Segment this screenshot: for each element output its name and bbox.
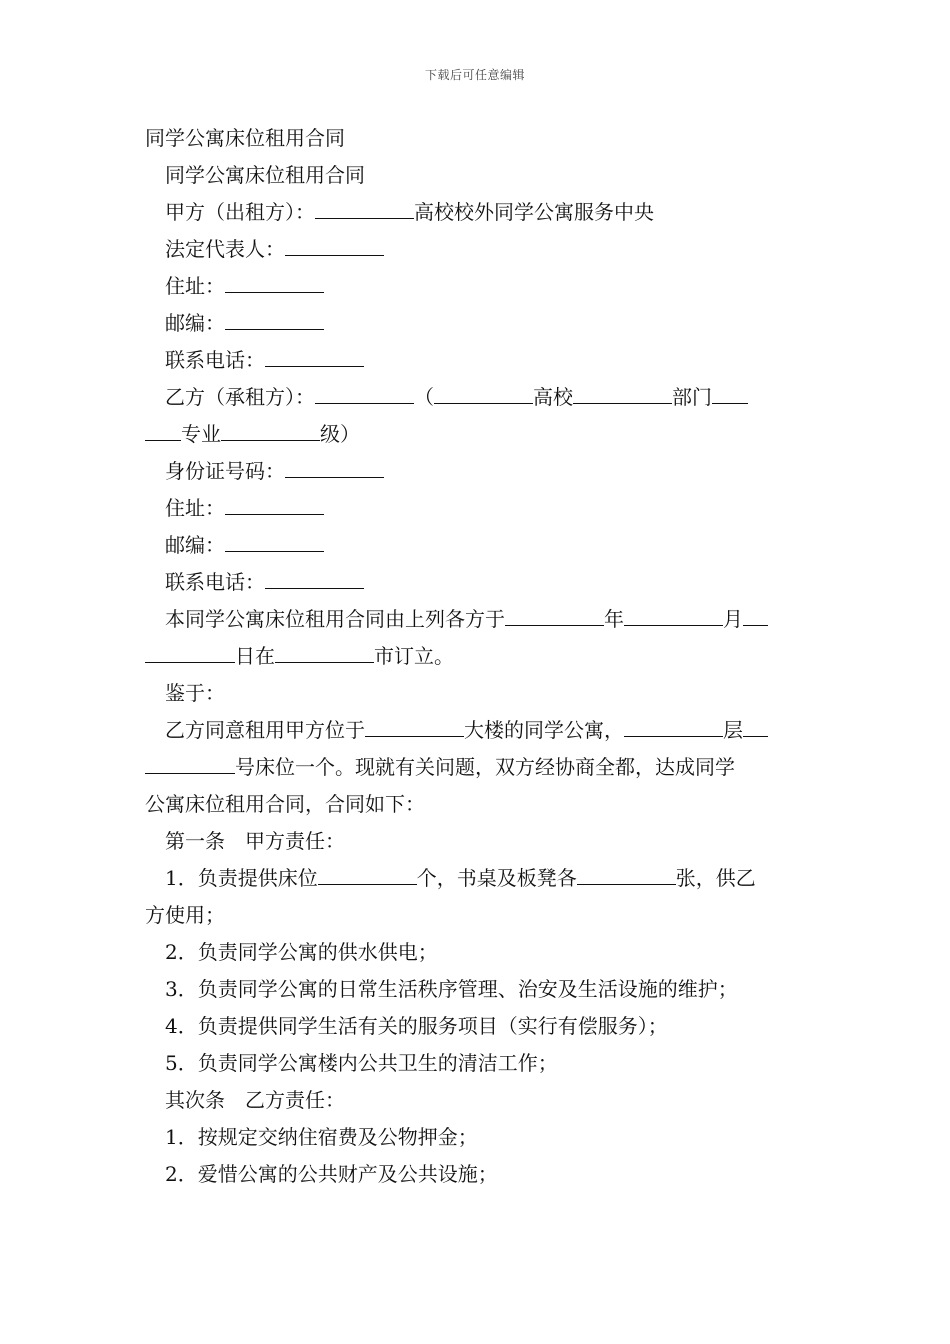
signing-line xyxy=(145,601,810,638)
blank-field xyxy=(265,344,364,367)
item1-prefix: 1．负责提供床位 xyxy=(165,866,318,890)
blank-field xyxy=(225,270,324,293)
article1-item1-cont: 方使用； xyxy=(145,903,225,927)
signing-line-cont xyxy=(145,638,810,675)
blank-field xyxy=(265,566,364,589)
blank-field xyxy=(145,751,235,774)
legal-rep-line xyxy=(145,231,810,268)
blank-field xyxy=(145,640,235,663)
agree-line xyxy=(145,712,810,749)
agree-line-cont xyxy=(145,749,810,786)
major-text: 专业 xyxy=(181,422,221,446)
blank-field xyxy=(505,603,604,626)
item1-end: 张，供乙 xyxy=(675,866,756,890)
blank-field xyxy=(285,233,384,256)
year-text: 年 xyxy=(604,607,624,631)
paren-open: （ xyxy=(414,385,434,409)
blank-field xyxy=(573,381,672,404)
dept-text: 部门 xyxy=(672,385,712,409)
blank-field xyxy=(577,862,676,885)
id-number-line xyxy=(145,453,810,490)
article2-title: 乙方责任： xyxy=(245,1088,345,1112)
party-b-phone-line xyxy=(145,564,810,601)
blank-field xyxy=(743,714,768,737)
party-b-line-cont xyxy=(145,416,810,453)
blank-field xyxy=(145,418,181,441)
article1-item1 xyxy=(145,860,810,897)
party-b-label: 乙方（承租方）： xyxy=(165,385,315,409)
contract-document xyxy=(145,120,810,1193)
legal-rep-label: 法定代表人： xyxy=(165,237,285,261)
article1-number: 第一条 xyxy=(165,829,225,853)
article2-item2: 2．爱惜公寓的公共财产及公共设施； xyxy=(165,1162,498,1186)
article2-item1: 1．按规定交纳住宿费及公物押金； xyxy=(165,1125,478,1149)
bed-text: 号床位一个。现就有关问题，双方经协商全都，达成同学 xyxy=(235,755,735,779)
party-a-line xyxy=(145,194,810,231)
blank-field xyxy=(225,307,324,330)
postcode-label: 邮编： xyxy=(165,533,225,557)
blank-field xyxy=(624,714,723,737)
day-text: 日在 xyxy=(235,644,275,668)
agree-prefix: 乙方同意租用甲方位于 xyxy=(165,718,365,742)
address-label: 住址： xyxy=(165,496,225,520)
article1-heading xyxy=(145,823,810,860)
blank-field xyxy=(315,381,414,404)
grade-text: 级） xyxy=(320,422,360,446)
agree-line-end: 公寓床位租用合同，合同如下： xyxy=(145,792,425,816)
blank-field xyxy=(225,492,324,515)
blank-field xyxy=(221,418,320,441)
floor-text: 层 xyxy=(723,718,743,742)
blank-field xyxy=(743,603,768,626)
article1-title: 甲方责任： xyxy=(245,829,345,853)
phone-label: 联系电话： xyxy=(165,348,265,372)
postcode-label: 邮编： xyxy=(165,311,225,335)
blank-field xyxy=(285,455,384,478)
article1-item3: 3．负责同学公寓的日常生活秩序管理、治安及生活设施的维护； xyxy=(165,977,738,1001)
party-b-line xyxy=(145,379,810,416)
city-text: 市订立。 xyxy=(374,644,454,668)
month-text: 月 xyxy=(723,607,743,631)
id-number-label: 身份证号码： xyxy=(165,459,285,483)
document-subtitle: 同学公寓床位租用合同 xyxy=(165,163,365,187)
building-text: 大楼的同学公寓， xyxy=(464,718,624,742)
blank-field xyxy=(624,603,723,626)
blank-field xyxy=(225,529,324,552)
article1-item2: 2．负责同学公寓的供水供电； xyxy=(165,940,438,964)
blank-field xyxy=(275,640,374,663)
item1-mid: 个，书桌及板凳各 xyxy=(416,866,577,890)
blank-field xyxy=(315,196,414,219)
page-header: 下载后可任意编辑 xyxy=(424,68,525,82)
article2-number: 其次条 xyxy=(165,1088,225,1112)
phone-label: 联系电话： xyxy=(165,570,265,594)
blank-field xyxy=(365,714,464,737)
school-text: 高校 xyxy=(533,385,573,409)
whereas-heading: 鉴于： xyxy=(165,681,225,705)
article1-item5: 5．负责同学公寓楼内公共卫生的清洁工作； xyxy=(165,1051,558,1075)
article2-heading xyxy=(145,1082,810,1119)
blank-field xyxy=(318,862,417,885)
party-a-name: 高校校外同学公寓服务中央 xyxy=(414,200,654,224)
blank-field xyxy=(712,381,748,404)
signing-prefix: 本同学公寓床位租用合同由上列各方于 xyxy=(165,607,505,631)
address-label: 住址： xyxy=(165,274,225,298)
party-b-postcode-line xyxy=(145,527,810,564)
document-title: 同学公寓床位租用合同 xyxy=(145,126,345,150)
party-a-phone-line xyxy=(145,342,810,379)
party-a-label: 甲方（出租方）： xyxy=(165,200,315,224)
article1-item4: 4．负责提供同学生活有关的服务项目（实行有偿服务）； xyxy=(165,1014,668,1038)
party-b-address-line xyxy=(145,490,810,527)
party-a-postcode-line xyxy=(145,305,810,342)
blank-field xyxy=(434,381,533,404)
party-a-address-line xyxy=(145,268,810,305)
